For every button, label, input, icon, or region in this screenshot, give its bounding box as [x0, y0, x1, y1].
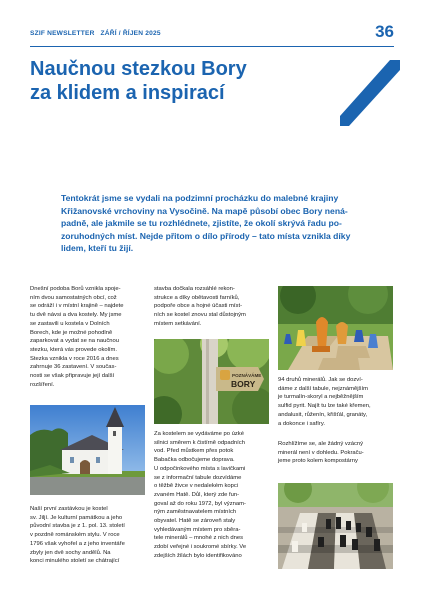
- body-line: původní stavba je z 1. pol. 13. století: [30, 523, 125, 530]
- body-line: Borech, kde je možné pohodlně: [30, 329, 113, 336]
- body-line: andalusit, růženín, křišťál, granáty,: [278, 411, 368, 418]
- lead-line: zoruhodných míst. Nejde přitom o dílo přírody – tato místa vznikla díky: [61, 230, 351, 241]
- lead-line: lidem, kteří tu žijí.: [61, 243, 134, 254]
- body-line: vyhledávaným místem pro sběra-: [154, 526, 241, 533]
- body-line: zvaném Hatě. Důl, který zde fun-: [154, 491, 240, 498]
- body-line: Naší první zastávkou je kostel: [30, 506, 108, 512]
- body-line: goval až do roku 1972, byl význam-: [154, 500, 246, 507]
- page-number: 36: [375, 22, 394, 41]
- lead-line: Tentokrát jsme se vydali na podzimní procházku do malebné krajiny: [61, 193, 339, 203]
- article-lead: [61, 192, 387, 255]
- body-line: jeme proto kolem kompostárny: [278, 458, 358, 465]
- body-line: stezku, která vás provede okolím.: [30, 346, 118, 353]
- church-photo: [30, 405, 145, 495]
- body-line: zaparkovat a vydat se na naučnou: [30, 338, 120, 345]
- body-line: zbyly jen dvě sochy andělů. Na: [30, 549, 111, 556]
- body-line: vod. Před můstkem přes potok: [154, 448, 234, 455]
- trail-sign-photo: [154, 339, 269, 424]
- body-line: zdejších žilách bylo identifikováno: [154, 552, 242, 559]
- body-text-column-3-bottom: [278, 440, 396, 466]
- body-line: silnici směrem k čistírně odpadních: [154, 439, 245, 446]
- issue-date: ZÁŘÍ / ŘÍJEN 2025: [100, 30, 161, 37]
- title-line-2: za klidem a inspirací: [30, 82, 225, 104]
- body-line: obyvatel. Hatě se zároveň staly: [154, 518, 236, 525]
- body-line: konci minulého století se chátrající: [30, 558, 120, 565]
- body-line: minerál není v dohledu. Pokraču-: [278, 449, 364, 456]
- body-line: nosti se však připravuje její další: [30, 373, 115, 380]
- body-line: podpoře obce a hojné účasti míst-: [154, 303, 243, 310]
- body-line: Babačka odbočujeme doprava.: [154, 457, 235, 464]
- body-line: se odráží i v místní krajině – najdete: [30, 303, 124, 310]
- body-line: rozšíření.: [30, 381, 55, 388]
- body-line: sv. Jiljí. Je kulturní památkou a jeho: [30, 514, 123, 521]
- lead-line: padně, ale jakmile se tu rozhlédnete, zjistíte, že okolí skrývá řadu po-: [61, 218, 342, 229]
- body-line: stavba dočkala rozsáhlé rekon-: [154, 286, 235, 292]
- sign-text-large: BORY: [231, 379, 256, 389]
- giant-chess-photo: [278, 286, 393, 370]
- body-line: ním dvou samostatných obcí, což: [30, 294, 117, 301]
- body-line: se zastavili u kostela v Dolních: [30, 320, 110, 327]
- body-text-column-1-top: [30, 285, 148, 389]
- lead-line: Křižanovské vrchoviny na Vysočině. Na mapě působí obec Bory nená-: [61, 205, 348, 216]
- body-line: dáme z další tabule, nejznámějším: [278, 385, 368, 392]
- body-line: ních se kostel znovu stal důstojným: [154, 312, 246, 319]
- header-divider: [30, 46, 394, 47]
- body-text-column-2-bottom: [154, 430, 272, 561]
- body-text-column-1-bottom: [30, 505, 148, 566]
- body-line: v pozdně románském stylu. V roce: [30, 532, 120, 539]
- body-line: zdobí veřejné i soukromé sbírky. Ve: [154, 544, 247, 551]
- decorative-slash-graphic: [340, 60, 400, 126]
- newsletter-name: SZIF NEWSLETTER: [30, 30, 95, 37]
- body-line: 1796 však vyhořel a z jeho inventáře: [30, 540, 125, 547]
- title-line-1: Naučnou stezkou Bory: [30, 58, 247, 80]
- body-line: se z informační tabule dozvídáme: [154, 474, 242, 481]
- body-line: tele minerálů – mnohé z nich dnes: [154, 535, 244, 542]
- body-text-column-3-top: [278, 376, 396, 428]
- sign-text-small: POZNÁVÁME: [232, 373, 262, 378]
- body-text-column-2-top: [154, 285, 272, 329]
- body-line: Dnešní podoba Borů vznikla spoje-: [30, 286, 121, 292]
- body-line: tu dvě návsi a dva kostely. My jsme: [30, 312, 122, 319]
- body-line: 94 druhů minerálů. Jak se dozví-: [278, 377, 363, 383]
- body-line: zahrnuje 36 zastavení. V součas-: [30, 364, 117, 371]
- body-line: je turmalín-skoryl a nejběžnějším: [278, 394, 364, 401]
- body-line: Stezka vznikla v roce 2016 a dnes: [30, 355, 119, 362]
- newsletter-issue-label: [30, 30, 161, 37]
- outdoor-chessboard-photo: [278, 483, 393, 569]
- body-line: o těžbě živce v nedalekém kopci: [154, 483, 239, 490]
- body-line: U odpočinkového místa s lavičkami: [154, 465, 246, 472]
- article-title: [30, 57, 350, 105]
- body-line: sulfid pyrit. Najít tu lze také křemen,: [278, 403, 371, 410]
- body-line: místem setkávání.: [154, 320, 202, 327]
- body-line: ným zaměstnavatelem místních: [154, 509, 237, 516]
- page-header: [30, 22, 394, 44]
- body-line: Za kostelem se vydáváme po úzké: [154, 431, 244, 437]
- body-line: Rozhlížíme se, ale žádný vzácný: [278, 441, 364, 447]
- body-line: strukce a díky obětavosti farníků,: [154, 294, 240, 301]
- body-line: a dokonce i safíry.: [278, 420, 325, 427]
